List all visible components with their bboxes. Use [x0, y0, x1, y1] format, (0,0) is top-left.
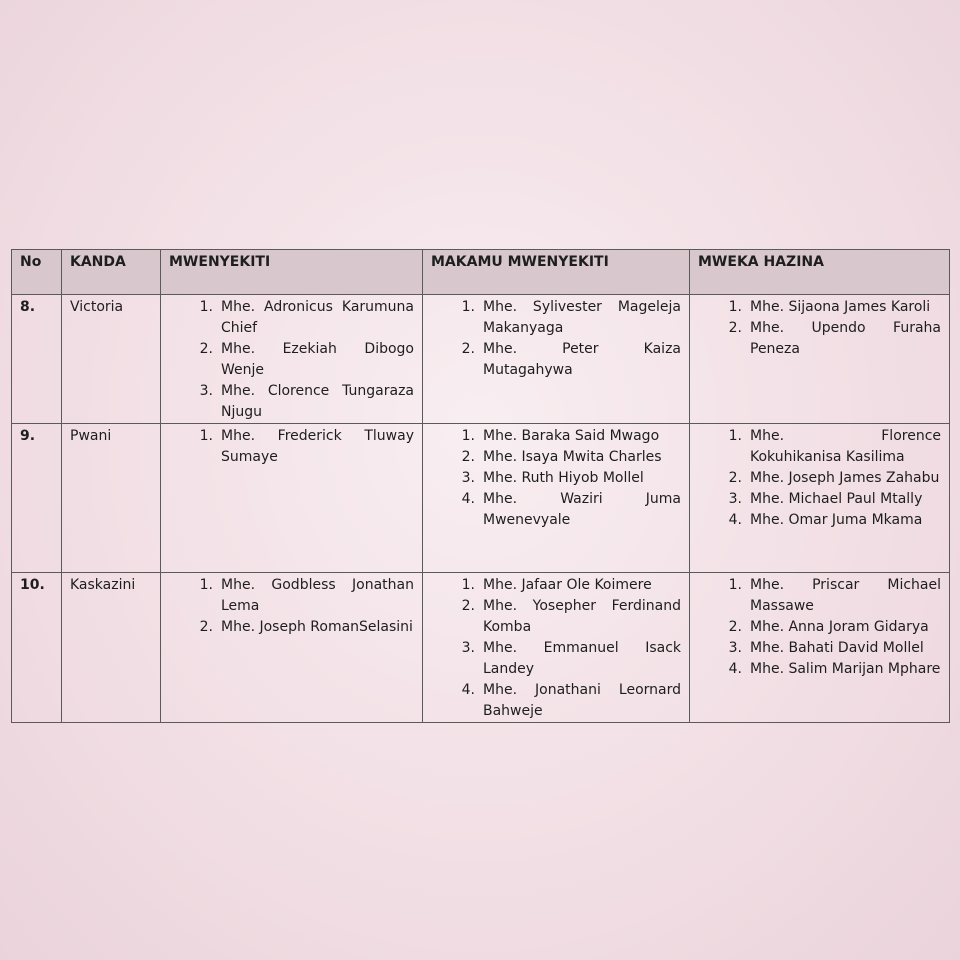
header-no: No: [12, 250, 62, 295]
list-item-number: 4.: [728, 661, 742, 677]
member-name: Mhe. Peter Kaiza Mutagahywa: [483, 341, 681, 378]
list-item-number: 2.: [199, 341, 213, 357]
list-item-number: 2.: [199, 619, 213, 635]
member-name: Mhe. Joseph James Zahabu: [750, 470, 940, 486]
list-item: [690, 426, 941, 468]
member-name: Mhe. Priscar Michael Massawe: [750, 577, 941, 614]
list-item: [161, 339, 414, 381]
mwenyekiti-cell: [161, 573, 423, 723]
list-item: [423, 638, 681, 680]
leadership-table: [11, 249, 950, 723]
mwenyekiti-list: [161, 295, 422, 423]
list-item: [161, 426, 414, 468]
hazina-cell: [690, 573, 950, 723]
member-name: Mhe. Yosepher Ferdinand Komba: [483, 598, 681, 635]
makamu-cell: [423, 424, 690, 573]
list-item: [423, 489, 681, 531]
member-name: Mhe. Clorence Tungaraza Njugu: [221, 383, 414, 420]
list-item-number: 2.: [461, 341, 475, 357]
table-header-row: [12, 250, 950, 295]
member-name: Mhe. Ezekiah Dibogo Wenje: [221, 341, 414, 378]
member-name: Mhe. Anna Joram Gidarya: [750, 619, 929, 635]
member-name: Mhe. Emmanuel Isack Landey: [483, 640, 681, 677]
list-item-number: 1.: [728, 428, 742, 444]
list-item-number: 2.: [728, 320, 742, 336]
list-item: [690, 489, 941, 510]
list-item: [690, 468, 941, 489]
list-item-number: 1.: [728, 299, 742, 315]
member-name: Mhe. Bahati David Mollel: [750, 640, 924, 656]
mwenyekiti-list: [161, 573, 422, 638]
list-item-number: 4.: [461, 682, 475, 698]
member-name: Mhe. Joseph RomanSelasini: [221, 619, 413, 635]
list-item-number: 1.: [199, 299, 213, 315]
hazina-list: [690, 424, 949, 531]
list-item-number: 1.: [199, 428, 213, 444]
list-item: [423, 447, 681, 468]
list-item: [423, 297, 681, 339]
list-item-number: 4.: [728, 512, 742, 528]
zone-name: Kaskazini: [62, 573, 161, 723]
hazina-list: [690, 295, 949, 360]
member-name: Mhe. Waziri Juma Mwenevyale: [483, 491, 681, 528]
makamu-list: [423, 424, 689, 531]
member-name: Mhe. Godbless Jonathan Lema: [221, 577, 414, 614]
table-body: [12, 295, 950, 723]
list-item-number: 3.: [461, 640, 475, 656]
member-name: Mhe. Omar Juma Mkama: [750, 512, 923, 528]
list-item-number: 3.: [728, 640, 742, 656]
member-name: Mhe. Upendo Furaha Peneza: [750, 320, 941, 357]
list-item-number: 2.: [728, 470, 742, 486]
list-item-number: 3.: [199, 383, 213, 399]
member-name: Mhe. Ruth Hiyob Mollel: [483, 470, 644, 486]
list-item: [423, 339, 681, 381]
list-item-number: 2.: [728, 619, 742, 635]
mwenyekiti-cell: [161, 295, 423, 424]
list-item: [690, 575, 941, 617]
mwenyekiti-list: [161, 424, 422, 468]
list-item-number: 4.: [461, 491, 475, 507]
row-number: 10.: [12, 573, 62, 723]
makamu-list: [423, 295, 689, 381]
header-makamu-mwenyekiti: MAKAMU MWENYEKITI: [423, 250, 690, 295]
member-name: Mhe. Sijaona James Karoli: [750, 299, 931, 315]
list-item-number: 1.: [461, 428, 475, 444]
list-item: [423, 468, 681, 489]
hazina-cell: [690, 424, 950, 573]
list-item: [690, 510, 941, 531]
list-item: [690, 638, 941, 659]
member-name: Mhe. Adronicus Karumuna Chief: [221, 299, 414, 336]
member-name: Mhe. Frederick Tluway Sumaye: [221, 428, 414, 465]
list-item: [423, 575, 681, 596]
list-item: [423, 680, 681, 722]
list-item: [423, 426, 681, 447]
list-item-number: 1.: [461, 577, 475, 593]
table-row: [12, 573, 950, 723]
list-item-number: 2.: [461, 598, 475, 614]
header-mwenyekiti: MWENYEKITI: [161, 250, 423, 295]
list-item: [161, 575, 414, 617]
makamu-cell: [423, 573, 690, 723]
list-item-number: 3.: [728, 491, 742, 507]
zone-name: Victoria: [62, 295, 161, 424]
list-item: [161, 617, 414, 638]
row-number: 9.: [12, 424, 62, 573]
list-item: [690, 297, 941, 318]
member-name: Mhe. Jafaar Ole Koimere: [483, 577, 652, 593]
member-name: Mhe. Michael Paul Mtally: [750, 491, 923, 507]
list-item-number: 1.: [461, 299, 475, 315]
list-item: [161, 381, 414, 423]
list-item: [423, 596, 681, 638]
hazina-cell: [690, 295, 950, 424]
member-name: Mhe. Jonathani Leornard Bahweje: [483, 682, 681, 719]
list-item-number: 1.: [199, 577, 213, 593]
table-row: [12, 424, 950, 573]
table-row: [12, 295, 950, 424]
zone-name: Pwani: [62, 424, 161, 573]
header-kanda: KANDA: [62, 250, 161, 295]
header-mweka-hazina: MWEKA HAZINA: [690, 250, 950, 295]
list-item-number: 2.: [461, 449, 475, 465]
row-number: 8.: [12, 295, 62, 424]
list-item: [161, 297, 414, 339]
list-item-number: 3.: [461, 470, 475, 486]
makamu-list: [423, 573, 689, 722]
hazina-list: [690, 573, 949, 680]
mwenyekiti-cell: [161, 424, 423, 573]
member-name: Mhe. Sylivester Mageleja Makanyaga: [483, 299, 681, 336]
list-item: [690, 659, 941, 680]
member-name: Mhe. Isaya Mwita Charles: [483, 449, 662, 465]
member-name: Mhe. Baraka Said Mwago: [483, 428, 660, 444]
list-item: [690, 617, 941, 638]
member-name: Mhe. Salim Marijan Mphare: [750, 661, 941, 677]
member-name: Mhe. Florence Kokuhikanisa Kasilima: [750, 428, 941, 465]
makamu-cell: [423, 295, 690, 424]
list-item: [690, 318, 941, 360]
list-item-number: 1.: [728, 577, 742, 593]
